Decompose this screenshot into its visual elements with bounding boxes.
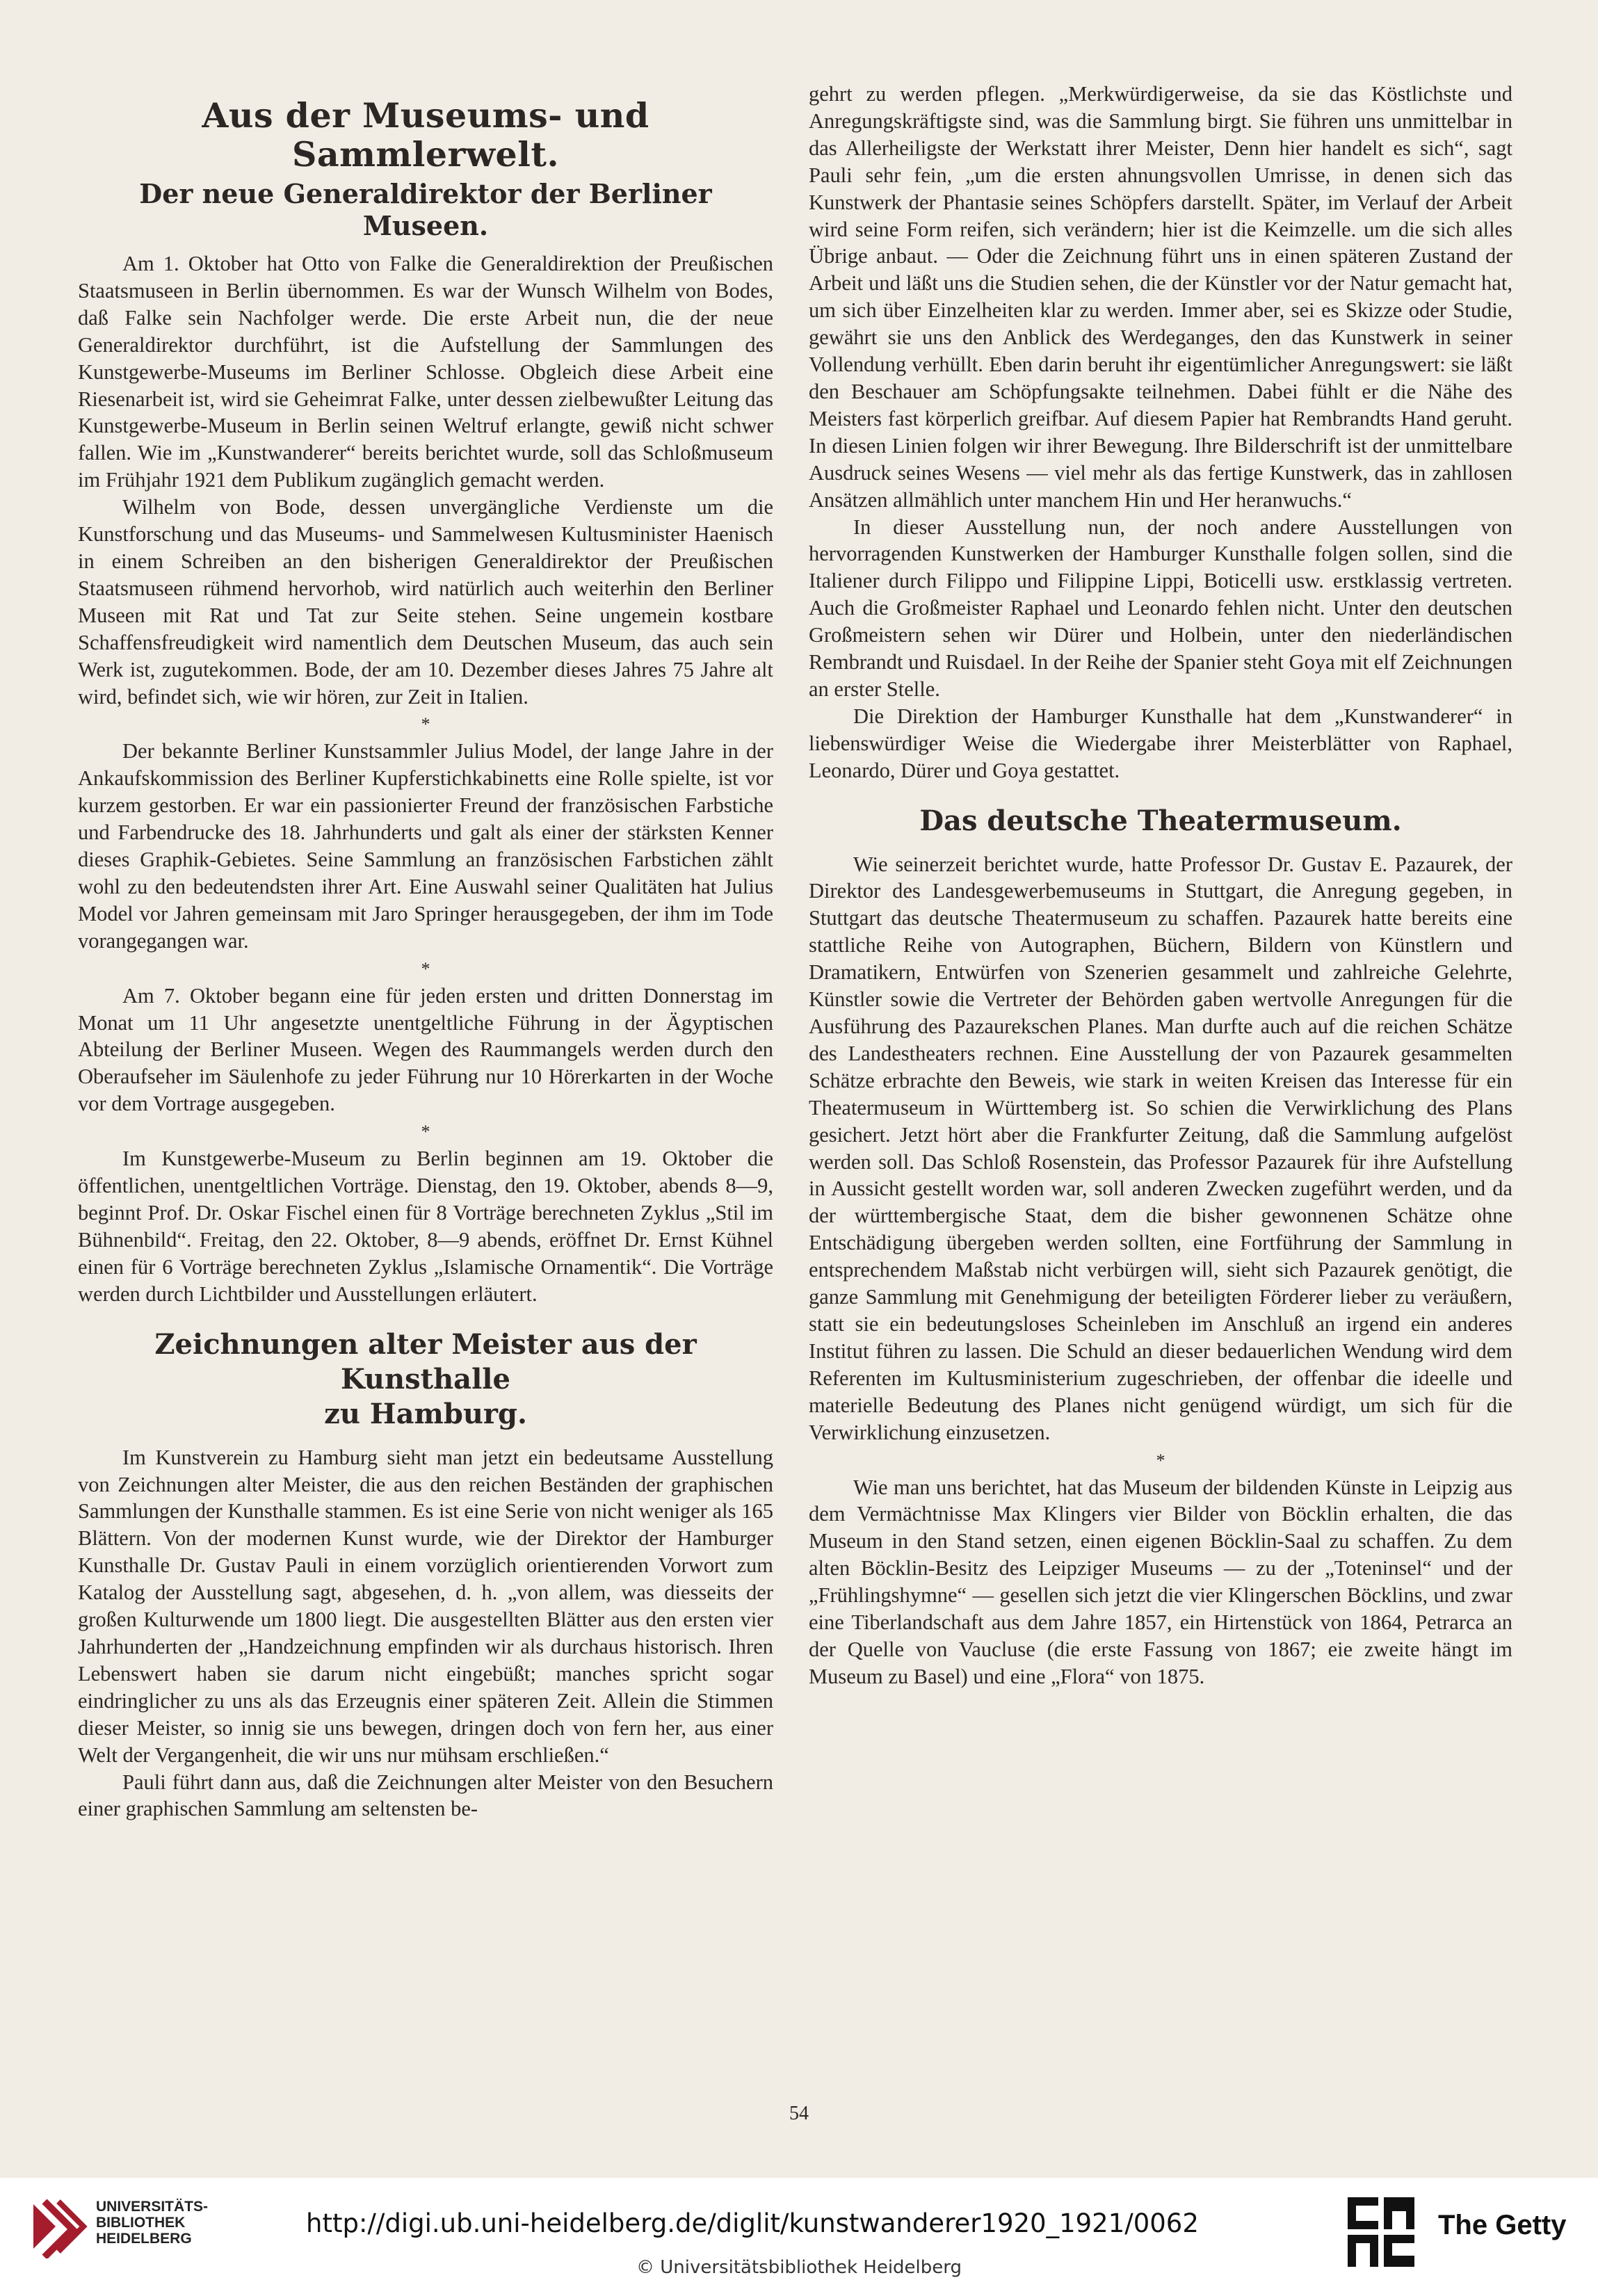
paragraph: Im Kunstgewerbe-Museum zu Berlin beginnen am 19. Oktober die öffentlichen, unentgeltlichen Vorträge. Dienstag, den 19. Oktober, abends 8—9, beginnt Prof. Dr. Oskar Fischel einen für 8 Vorträge berechneten Zyklus „Stil im Bühnenbild“. Freitag, den 22. Oktober, 8—9 abends, eröffnet Dr. Ernst Kühnel einen für 6 Vorträge berechneten Zyklus „Islamische Ornamentik“. Die Vorträge werden durch Lichtbilder und Ausstellungen erläutert.: [78, 1147, 773, 1306]
sub-heading-generaldirektor: Der neue Generaldirektor der Berliner Museen.: [139, 178, 712, 241]
library-name-line: HEIDELBERG: [96, 2231, 192, 2247]
main-heading: Aus der Museums- und Sammlerwelt.: [202, 95, 649, 175]
getty-logo-icon: [1343, 2193, 1419, 2271]
paragraph: Wilhelm von Bode, dessen unvergängliche Verdienste um die Kunstforschung und das Museums- und Sammelwesen Kultusminister Haenisch in einem Schreiben an den bisherigen Generaldirektor der Preußischen Staatsmuseen rühmend hervorhob, wird natürlich auch weiterhin den Berliner Museen mit Rat und Tat zur Seite stehen. Seine ungemein kostbare Schaffensfreudigkeit wird namentlich dem Deutschen Museum, das auch sein Werk ist, zugutekommen. Bode, der am 10. Dezember dieses Jahres 75 Jahre alt wird, befindet sich, wie wir hören, zur Zeit in Italien.: [78, 495, 773, 709]
paragraph: Wie seinerzeit berichtet wurde, hatte Professor Dr. Gustav E. Pazaurek, der Direktor des Landesgewerbemuseums in Stuttgart, die Anregung gegeben, in Stuttgart das deutsche Theatermuseum zu schaffen. Pazaurek hatte bereits eine stattliche Reihe von Autographen, Büchern, Bildern von Künstlern und Dramatikern, Entwürfen von Szenerien gesammelt und zahlreiche Gelehrte, Künstler sowie die Vertreter der Behörden gaben wertvolle Anregungen für die Ausführung des Pazaurekschen Planes. Man durfte auch auf die reichen Schätze des Landestheaters rechnen. Eine Ausstellung der von Pazaurek gesammelten Schätze erbrachte den Beweis, wie stark in weiten Kreisen das Interesse für ein Theatermuseum in Württemberg ist. So schien die Verwirklichung des Plans gesichert. Jetzt hört aber die Frankfurter Zeitung, daß die Sammlung aufgelöst werden soll. Das Schloß Rosenstein, das Professor Pazaurek für ihre Aufstellung in Aussicht gestellt worden war, soll anderen Zwecken zugeführt werden, und da der württembergische Staat, dem die bisher gewonnenen Schätze ohne Entschädigung übergeben werden sollten, eine Fortführung der Sammlung in entsprechendem Maßstab nicht verbürgen will, sieht sich Pazaurek genötigt, die ganze Sammlung mit Genehmigung der beteiligten Förderer lieber zu veräußern, statt sie ein bedeutungsloses Scheinleben im Anschluß an irgend ein anderes Institut führen zu lassen. Die Schuld an dieser bedauerlichen Wendung wird dem Referenten im Kultusministerium zugeschrieben, der offenbar die ideelle und materielle Bedeutung des Planes nicht genügend würdigt, um sich für die Verwirklichung einzusetzen.: [809, 852, 1512, 1444]
section-heading-theatermuseum: Das deutsche Theatermuseum.: [919, 804, 1402, 837]
section-heading-zeichnungen: [78, 1327, 773, 1432]
section-divider-asterisk: *: [421, 958, 430, 979]
library-name-line: UNIVERSITÄTS-: [96, 2199, 209, 2215]
paragraph: Der bekannte Berliner Kunstsammler Julius Model, der lange Jahre in der Ankaufskommission des Berliner Kupferstichkabinetts eine Rolle spielte, ist vor kurzem gestorben. Er war ein passionierter Freund der französischen Farbstiche und Farbendrucke des 18. Jahrhunderts und galt als einer der stärksten Kenner dieses Graphik-Gebietes. Seine Sammlung an französischen Farbstichen zählt wohl zu den bedeutendsten ihrer Art. Eine Auswahl seiner Qualitäten hat Julius Model vor Jahren gemeinsam mit Jaro Springer herausgegeben, der ihm im Tode vorangegangen war.: [78, 739, 773, 953]
paragraph-continued: gehrt zu werden pflegen. „Merkwürdigerweise, da sie das Köstlichste und Anregungskräftigste sind, was die Sammlung birgt. Sie führen uns unmittelbar in das Allerheiligste der Werkstatt ihrer Meister, Denn hier handelt es sich“, sagt Pauli sehr fein, „um die ersten ahnungsvollen Umrisse, in denen sich das Kunstwerk der Phantasie seines Schöpfers darstellt. Später, im Verlauf der Arbeit wird seine Form reifen, sich verändern; hier ist die Keimzelle. um die sich alles Übrige anbaut. — Oder die Zeichnung führt uns in einen späteren Zustand der Arbeit und läßt uns die Studien sehen, die der Künstler vor der Natur gemacht hat, um sich über Einzelheiten klar zu werden. Immer aber, sei es Skizze oder Studie, gewährt sie uns den Anblick des Werdeganges, den das Kunstwerk in seiner Vollendung verhüllt. Eben darin beruht ihr eigentümlicher Anregungswert: sie läßt den Beschauer am Schöpfungsakte teilnehmen. Dabei fühlt er die Nähe des Meisters fast körperlich greifbar. Auf diesem Papier hat Rembrandts Hand geruht. In diesen Linien folgen wir ihrer Bewegung. Ihre Bilderschrift ist der unmittelbare Ausdruck seines Wesens — viel mehr als das fertige Kunstwerk, das in zahllosen Ansätzen allmählich unter manchem Hin und Her heranwuchs.“: [809, 82, 1512, 512]
university-library-logo-icon: [24, 2194, 88, 2258]
section-divider-asterisk: *: [421, 714, 430, 735]
library-name: [96, 2199, 208, 2247]
section-divider-asterisk: *: [1156, 1450, 1165, 1471]
footer-bar: [0, 2178, 1598, 2296]
paragraph: Am 7. Oktober begann eine für jeden ersten und dritten Donnerstag im Monat um 11 Uhr angesetzte unentgeltliche Führung in der Ägyptischen Abteilung der Berliner Museen. Wegen des Raummangels werden durch den Oberaufseher im Säulenhofe zu jeder Führung nur 10 Hörerkarten in der Woche vor dem Vortrage ausgegeben.: [78, 983, 773, 1116]
paragraph: Am 1. Oktober hat Otto von Falke die Generaldirektion der Preußischen Staatsmuseen in Berlin übernommen. Es war der Wunsch Wilhelm von Bodes, daß Falke sein Nachfolger werde. Die erste Arbeit nun, die der neue Generaldirektor durchführt, ist die Aufstellung der Sammlungen des Kunstgewerbe-Museums im Berliner Schlosse. Obgleich diese Arbeit eine Riesenarbeit ist, wird sie Geheimrat Falke, unter dessen zielbewußter Leitung das Kunstgewerbe-Museum in Berlin seinen Weltruf erlangte, gewiß nicht schwer fallen. Wie im „Kunstwanderer“ bereits berichtet wurde, soll das Schloßmuseum im Frühjahr 1921 dem Publikum zugänglich gemacht werden.: [78, 252, 773, 492]
paragraph: Pauli führt dann aus, daß die Zeichnungen alter Meister von den Besuchern einer graphischen Sammlung am seltensten be-: [78, 1770, 773, 1821]
section-heading-line: zu Hamburg.: [324, 1397, 527, 1430]
paragraph: In dieser Ausstellung nun, der noch andere Ausstellungen von hervorragenden Kunstwerken der Hamburger Kunsthalle folgen sollen, sind die Italiener durch Filippo und Filippine Lippi, Boticelli usw. erstklassig vertreten. Auch die Großmeister Raphael und Leonardo fehlen nicht. Unter den deutschen Großmeistern sehen wir Dürer und Holbein, unter den niederländischen Rembrandt und Ruisdael. In der Reihe der Spanier steht Goya mit elf Zeichnungen an erster Stelle.: [809, 515, 1512, 701]
paragraph: Im Kunstverein zu Hamburg sieht man jetzt ein bedeutsame Ausstellung von Zeichnungen alter Meister, die aus den reichen Beständen der graphischen Sammlungen der Kunsthalle stammen. Es ist eine Serie von nicht weniger als 165 Blättern. Von der modernen Kunst wurde, wie der Direktor der Hamburger Kunsthalle Dr. Gustav Pauli in einem vorzüglich orientierenden Vorwort zum Katalog der Ausstellung sagt, abgesehen, d. h. „von allem, was diesseits der großen Kulturwende um 1800 liegt. Die ausgestellten Blätter aus den ersten vier Jahrhunderten der „Handzeichnung empfinden wir als durchaus historisch. Ihren Lebenswert haben sie darum nicht eingebüßt; manches spricht sogar eindringlicher zu uns als das Erzeugnis einer späteren Zeit. Allein die Stimmen dieser Meister, so innig sie uns bewegen, dringen doch von fern her, aus einer Welt der Vergangenheit, die wir uns nur mühsam erschließen.“: [78, 1445, 773, 1767]
section-divider-asterisk: *: [421, 1122, 430, 1142]
page-number: 54: [789, 2103, 809, 2124]
getty-name: The Getty: [1438, 2210, 1567, 2240]
library-name-line: BIBLIOTHEK: [96, 2215, 186, 2231]
right-column: [809, 81, 1512, 1690]
permalink-url[interactable]: http://digi.ub.uni-heidelberg.de/diglit/kunstwanderer1920_1921/0062: [306, 2208, 1199, 2238]
left-column: [78, 78, 773, 1822]
section-heading-line: Zeichnungen alter Meister aus der Kunsthalle: [154, 1327, 697, 1396]
paragraph: Wie man uns berichtet, hat das Museum der bildenden Künste in Leipzig aus dem Vermächtnisse Max Klingers vier Bilder von Böcklin erhalten, die das Museum in den Stand setzen, einen eigenen Böcklin-Saal zu schaffen. Zu dem alten Böcklin-Besitz des Leipziger Museums — zu der „Toteninsel“ und der „Frühlingshymne“ — gesellen sich jetzt die vier Klingerschen Böcklins, und zwar eine Tiberlandschaft aus dem Jahre 1857, ein Hirtenstück von 1864, Petrarca an der Quelle von Vaucluse (die erste Fassung von 1867; eie zweite hängt im Museum zu Basel) und eine „Flora“ von 1875.: [809, 1475, 1512, 1688]
paragraph: Die Direktion der Hamburger Kunsthalle hat dem „Kunstwanderer“ in liebenswürdiger Weise die Wiedergabe ihrer Meisterblätter von Raphael, Leonardo, Dürer und Goya gestattet.: [809, 704, 1512, 782]
copyright-notice: © Universitätsbibliothek Heidelberg: [636, 2257, 962, 2278]
